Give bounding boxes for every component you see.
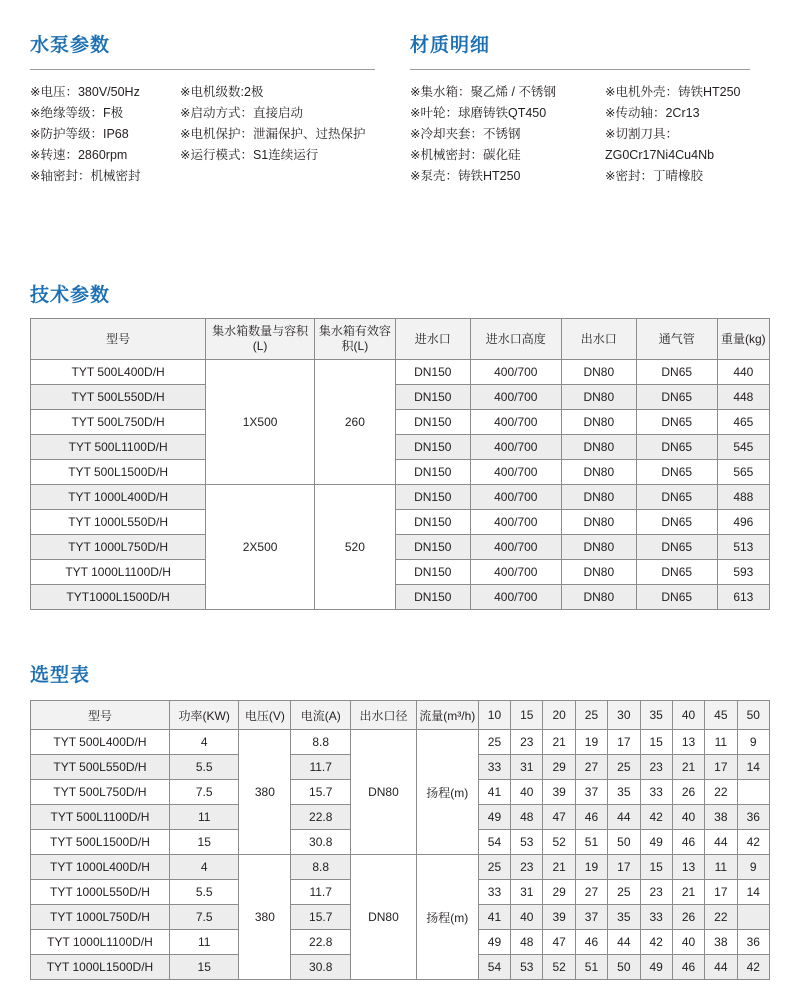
table-row [31,360,770,385]
tech-cell-outlet: DN80 [561,360,636,385]
sel-header-flow: 45 [705,701,737,730]
tech-cell-model: TYT 1000L750D/H [31,535,206,560]
pump-params-block [30,30,410,187]
sel-cell-model: TYT 500L750D/H [31,780,170,805]
sel-cell-current: 8.8 [291,730,351,755]
sel-cell-head: 36 [737,930,769,955]
sel-cell-head: 11 [705,855,737,880]
sel-cell-head: 40 [672,805,704,830]
tech-cell-model: TYT 500L550D/H [31,385,206,410]
spec-item: ※电压：380V/50Hz [30,85,140,99]
sel-cell-head: 11 [705,730,737,755]
sel-cell-head: 36 [737,805,769,830]
sel-header-cell: 电流(A) [291,701,351,730]
tech-cell-vent: DN65 [636,435,717,460]
sel-cell-head: 44 [705,955,737,980]
sel-cell-model: TYT 500L400D/H [31,730,170,755]
table-row [31,460,770,485]
sel-cell-head: 17 [705,880,737,905]
sel-cell-flow-label: 扬程(m) [416,730,478,855]
tech-cell-inlet-height: 400/700 [470,560,561,585]
tech-cell-inlet: DN150 [395,485,470,510]
sel-cell-head: 44 [608,930,640,955]
sel-cell-head: 23 [511,855,543,880]
tech-cell-inlet: DN150 [395,535,470,560]
sel-cell-head: 48 [511,805,543,830]
sel-cell-head: 29 [543,880,575,905]
sel-cell-voltage: 380 [239,855,291,980]
tech-cell-outlet: DN80 [561,460,636,485]
spec-item: ※启动方式：直接启动 [180,106,303,120]
sel-cell-head: 26 [672,905,704,930]
pump-params-col1 [30,82,180,187]
sel-cell-head: 27 [575,755,607,780]
sel-cell-power: 15 [169,830,239,855]
sel-cell-model: TYT 1000L400D/H [31,855,170,880]
tech-cell-outlet: DN80 [561,410,636,435]
sel-cell-head: 9 [737,730,769,755]
sel-cell-head: 50 [608,955,640,980]
sel-header-flow: 25 [575,701,607,730]
tech-cell-inlet: DN150 [395,435,470,460]
tech-cell-model: TYT 500L1500D/H [31,460,206,485]
sel-cell-head: 35 [608,780,640,805]
sel-cell-head: 14 [737,755,769,780]
tech-cell-vent: DN65 [636,485,717,510]
sel-cell-head: 29 [543,755,575,780]
sel-cell-head: 38 [705,930,737,955]
tech-header-cell: 重量(kg) [717,319,769,360]
sel-cell-head: 49 [478,930,510,955]
table-row [31,585,770,610]
sel-cell-head: 50 [608,830,640,855]
tech-cell-tank-eff: 520 [314,485,395,610]
sel-header-cell: 功率(KW) [169,701,239,730]
pump-params-title: 水泵参数 [30,35,111,56]
spec-item: ※电机保护：泄漏保护、过热保护 [180,127,366,141]
sel-cell-head: 13 [672,730,704,755]
tech-cell-model: TYT 1000L400D/H [31,485,206,510]
tech-cell-tank-count: 2X500 [206,485,315,610]
sel-cell-current: 22.8 [291,930,351,955]
sel-cell-head: 52 [543,955,575,980]
sel-cell-model: TYT 1000L750D/H [31,905,170,930]
spec-item: ※轴密封：机械密封 [30,169,141,183]
tech-table-title: 技术参数 [30,285,111,306]
sel-cell-head: 54 [478,955,510,980]
sel-cell-head: 49 [640,955,672,980]
tech-cell-inlet-height: 400/700 [470,585,561,610]
material-detail-block [410,30,770,187]
sel-cell-head: 46 [575,805,607,830]
pump-params-col2 [180,82,375,187]
sel-cell-head: 47 [543,805,575,830]
sel-cell-head: 42 [737,955,769,980]
table-row [31,510,770,535]
tech-cell-model: TYT 1000L1100D/H [31,560,206,585]
sel-cell-head: 49 [640,830,672,855]
sel-cell-head: 46 [672,830,704,855]
sel-cell-head: 52 [543,830,575,855]
sel-cell-head: 41 [478,905,510,930]
sel-cell-head: 25 [478,855,510,880]
sel-cell-head: 25 [478,730,510,755]
sel-cell-head: 25 [608,880,640,905]
sel-header-flow: 10 [478,701,510,730]
sel-cell-power: 5.5 [169,880,239,905]
sel-header-flow: 30 [608,701,640,730]
sel-header-flow: 35 [640,701,672,730]
sel-cell-head: 44 [705,830,737,855]
sel-cell-head: 23 [640,755,672,780]
sel-cell-head: 53 [511,830,543,855]
sel-cell-head: 33 [640,905,672,930]
sel-cell-head: 33 [478,880,510,905]
table-row [31,435,770,460]
tech-cell-tank-eff: 260 [314,360,395,485]
tech-cell-vent: DN65 [636,510,717,535]
tech-header-cell: 通气管 [636,319,717,360]
sel-cell-current: 30.8 [291,830,351,855]
spec-item: ※叶轮：球磨铸铁QT450 [410,106,547,120]
spec-item: ※冷却夹套：不锈钢 [410,127,521,141]
sel-cell-head: 33 [478,755,510,780]
spec-item: ※防护等级：IP68 [30,127,129,141]
tech-cell-vent: DN65 [636,460,717,485]
sel-cell-current: 15.7 [291,780,351,805]
sel-cell-head: 19 [575,855,607,880]
tech-cell-weight: 465 [717,410,769,435]
tech-header-cell: 集水箱数量与容积(L) [206,319,315,360]
sel-header-flow: 20 [543,701,575,730]
tech-cell-model: TYT 500L400D/H [31,360,206,385]
sel-cell-power: 4 [169,730,239,755]
sel-cell-head: 40 [672,930,704,955]
sel-header-flow: 40 [672,701,704,730]
tech-table [30,318,770,610]
tech-cell-inlet: DN150 [395,360,470,385]
material-col1 [410,82,605,187]
sel-cell-head: 17 [608,730,640,755]
sel-cell-head [737,905,769,930]
spec-item: ※集水箱：聚乙烯 / 不锈钢 [410,85,556,99]
spec-item: ※电机外壳：铸铁HT250 [605,85,741,99]
sel-cell-power: 7.5 [169,780,239,805]
sel-cell-head: 17 [608,855,640,880]
sel-cell-head: 42 [737,830,769,855]
spec-item: ※泵壳：铸铁HT250 [410,169,521,183]
sel-cell-flow-label: 扬程(m) [416,855,478,980]
sel-cell-head: 51 [575,955,607,980]
sel-cell-head: 15 [640,730,672,755]
tech-cell-vent: DN65 [636,385,717,410]
sel-cell-head: 21 [543,855,575,880]
sel-header-cell: 电压(V) [239,701,291,730]
tech-cell-outlet: DN80 [561,385,636,410]
sel-cell-head: 42 [640,805,672,830]
tech-cell-inlet-height: 400/700 [470,535,561,560]
tech-cell-outlet: DN80 [561,585,636,610]
tech-cell-weight: 496 [717,510,769,535]
tech-cell-model: TYT1000L1500D/H [31,585,206,610]
tech-cell-outlet: DN80 [561,560,636,585]
sel-cell-head: 44 [608,805,640,830]
sel-cell-model: TYT 500L1100D/H [31,805,170,830]
tech-header-cell: 型号 [31,319,206,360]
sel-cell-outlet: DN80 [351,855,417,980]
spec-item: ※切割刀具： [605,127,678,141]
sel-cell-head: 42 [640,930,672,955]
tech-cell-inlet: DN150 [395,585,470,610]
sel-cell-model: TYT 1000L1500D/H [31,955,170,980]
tech-cell-inlet: DN150 [395,510,470,535]
tech-cell-vent: DN65 [636,410,717,435]
selection-table-title: 选型表 [30,665,91,686]
sel-cell-head: 49 [478,805,510,830]
sel-cell-model: TYT 1000L550D/H [31,880,170,905]
spec-item: ZG0Cr17Ni4Cu4Nb [605,148,715,162]
tech-cell-weight: 545 [717,435,769,460]
sel-cell-head: 13 [672,855,704,880]
tech-cell-outlet: DN80 [561,510,636,535]
spec-item: ※传动轴：2Cr13 [605,106,700,120]
sel-cell-head [737,780,769,805]
sel-cell-head: 31 [511,755,543,780]
table-header-row [31,701,770,730]
sel-cell-model: TYT 500L550D/H [31,755,170,780]
sel-cell-head: 17 [705,755,737,780]
sel-cell-power: 5.5 [169,755,239,780]
tech-cell-inlet-height: 400/700 [470,410,561,435]
sel-cell-power: 15 [169,955,239,980]
sel-cell-head: 37 [575,780,607,805]
sel-cell-power: 11 [169,805,239,830]
sel-cell-voltage: 380 [239,730,291,855]
sel-cell-head: 37 [575,905,607,930]
tech-cell-vent: DN65 [636,360,717,385]
sel-cell-head: 22 [705,780,737,805]
tech-cell-inlet-height: 400/700 [470,360,561,385]
sel-cell-head: 21 [672,880,704,905]
sel-cell-head: 47 [543,930,575,955]
sel-cell-head: 40 [511,780,543,805]
sel-cell-head: 54 [478,830,510,855]
table-row [31,560,770,585]
sel-cell-head: 27 [575,880,607,905]
sel-cell-model: TYT 1000L1100D/H [31,930,170,955]
sel-cell-power: 7.5 [169,905,239,930]
sel-cell-head: 15 [640,855,672,880]
spec-item: ※绝缘等级：F极 [30,106,124,120]
tech-cell-inlet-height: 400/700 [470,485,561,510]
tech-header-cell: 出水口 [561,319,636,360]
tech-cell-weight: 513 [717,535,769,560]
tech-cell-inlet-height: 400/700 [470,510,561,535]
sel-header-cell: 型号 [31,701,170,730]
sel-cell-head: 31 [511,880,543,905]
sel-cell-head: 40 [511,905,543,930]
sel-cell-current: 22.8 [291,805,351,830]
sel-cell-power: 4 [169,855,239,880]
sel-cell-head: 46 [575,930,607,955]
sel-cell-model: TYT 500L1500D/H [31,830,170,855]
sel-cell-head: 48 [511,930,543,955]
tech-header-cell: 集水箱有效容积(L) [314,319,395,360]
tech-cell-inlet-height: 400/700 [470,385,561,410]
sel-cell-head: 9 [737,855,769,880]
tech-cell-weight: 488 [717,485,769,510]
spec-item: ※运行模式：S1连续运行 [180,148,319,162]
tech-cell-tank-count: 1X500 [206,360,315,485]
material-detail-title: 材质明细 [410,35,491,56]
sel-header-flow: 15 [511,701,543,730]
sel-cell-outlet: DN80 [351,730,417,855]
table-row [31,730,770,755]
spec-item: ※机械密封：碳化硅 [410,148,521,162]
sel-cell-current: 11.7 [291,880,351,905]
tech-cell-model: TYT 500L1100D/H [31,435,206,460]
tech-cell-model: TYT 500L750D/H [31,410,206,435]
sel-cell-power: 11 [169,930,239,955]
tech-cell-vent: DN65 [636,535,717,560]
table-row [31,535,770,560]
tech-cell-inlet: DN150 [395,560,470,585]
tech-cell-outlet: DN80 [561,485,636,510]
sel-cell-current: 15.7 [291,905,351,930]
tech-cell-inlet-height: 400/700 [470,460,561,485]
sel-cell-head: 21 [543,730,575,755]
tech-cell-weight: 448 [717,385,769,410]
sel-cell-current: 11.7 [291,755,351,780]
sel-cell-head: 26 [672,780,704,805]
sel-cell-head: 51 [575,830,607,855]
table-row [31,385,770,410]
sel-cell-head: 41 [478,780,510,805]
sel-cell-head: 39 [543,780,575,805]
sel-cell-head: 21 [672,755,704,780]
sel-cell-head: 53 [511,955,543,980]
tech-cell-weight: 593 [717,560,769,585]
table-row [31,485,770,510]
sel-cell-head: 35 [608,905,640,930]
sel-cell-head: 19 [575,730,607,755]
sel-cell-head: 46 [672,955,704,980]
divider-material [410,69,750,70]
sel-cell-head: 39 [543,905,575,930]
selection-table [30,700,770,980]
tech-cell-weight: 613 [717,585,769,610]
tech-cell-weight: 565 [717,460,769,485]
sel-cell-head: 23 [640,880,672,905]
sel-cell-head: 38 [705,805,737,830]
sel-header-flow: 50 [737,701,769,730]
table-row [31,855,770,880]
tech-header-cell: 进水口 [395,319,470,360]
table-header-row [31,319,770,360]
sel-cell-head: 14 [737,880,769,905]
sel-header-cell: 流量(m³/h) [416,701,478,730]
divider-pump [30,69,375,70]
spec-item: ※转速：2860rpm [30,148,128,162]
sel-cell-head: 33 [640,780,672,805]
tech-cell-inlet: DN150 [395,410,470,435]
tech-cell-inlet-height: 400/700 [470,435,561,460]
sel-cell-current: 8.8 [291,855,351,880]
tech-cell-vent: DN65 [636,585,717,610]
tech-cell-weight: 440 [717,360,769,385]
table-row [31,410,770,435]
sel-cell-head: 25 [608,755,640,780]
tech-cell-vent: DN65 [636,560,717,585]
sel-cell-head: 23 [511,730,543,755]
tech-cell-model: TYT 1000L550D/H [31,510,206,535]
spec-item: ※电机级数:2极 [180,85,264,99]
sel-cell-current: 30.8 [291,955,351,980]
tech-cell-inlet: DN150 [395,385,470,410]
tech-cell-outlet: DN80 [561,535,636,560]
spec-item: ※密封：丁晴橡胶 [605,169,703,183]
tech-header-cell: 进水口高度 [470,319,561,360]
material-col2 [605,82,765,187]
tech-cell-inlet: DN150 [395,460,470,485]
top-spec-block [30,30,770,187]
tech-cell-outlet: DN80 [561,435,636,460]
sel-cell-head: 22 [705,905,737,930]
sel-header-cell: 出水口径 [351,701,417,730]
